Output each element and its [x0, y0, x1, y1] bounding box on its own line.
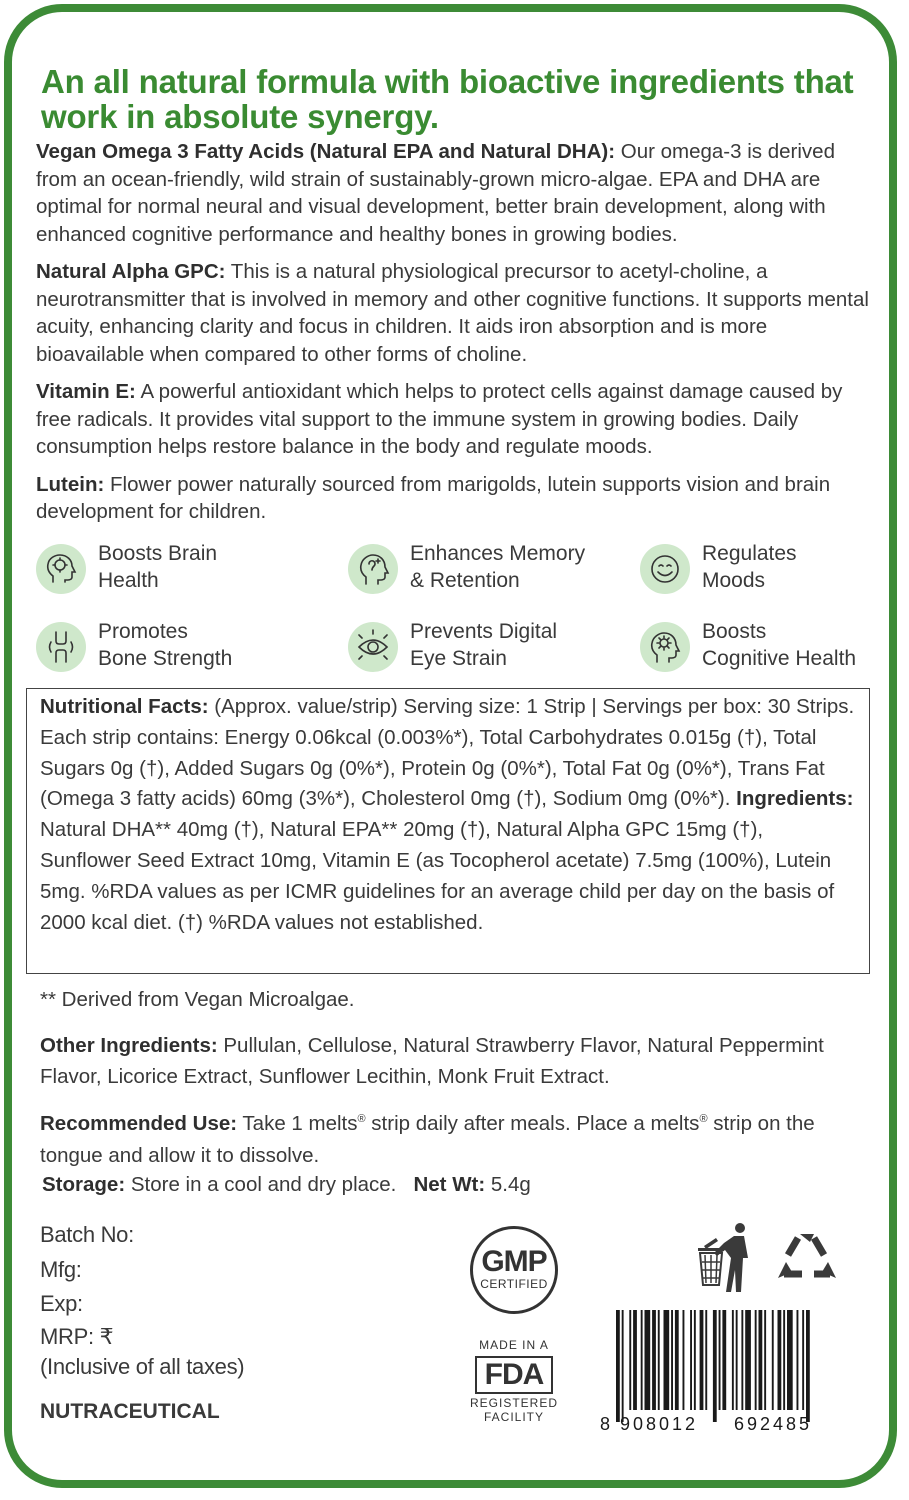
ingredient-omega3 [36, 138, 876, 248]
other-ingredients-text: Pullulan, Cellulose, Natural Strawberry Flavor, Natural Peppermint Flavor, Licorice Extract, Sunflower Lecithin, Monk Fruit Extract. [40, 1034, 824, 1088]
smiley-icon [640, 544, 690, 594]
barcode-bar [645, 1310, 651, 1410]
barcode-bar [797, 1310, 799, 1410]
barcode-bar [700, 1310, 704, 1410]
brain-head-icon [36, 544, 86, 594]
recommended-use-text: strip daily after meals. Place a melts [365, 1111, 700, 1135]
batch-no: Batch No: [40, 1222, 134, 1247]
nutrition-label: Nutritional Facts: [40, 695, 209, 718]
batch-info [40, 1218, 244, 1382]
barcode-bar [759, 1310, 763, 1410]
net-weight-value: 5.4g [485, 1173, 531, 1196]
fda-top-text: MADE IN A [479, 1338, 549, 1352]
barcode-bar [633, 1310, 637, 1410]
nutrition-text: (Approx. value/strip) Serving size: 1 Strip | Servings per box: 30 Strips. Each strip contains: Energy 0.06kcal (0.003%*), Total Carbohydrates 0.015g (†), Total Sugars 0g (†), Added Sugars 0g (0%*), Protein 0g (0%*), Total Fat 0g (0%*), Trans Fat (Omega 3 fatty acids) 60mg (3%*), Cholesterol 0mg (†), Sodium 0mg (0%*). [40, 695, 855, 811]
barcode-bar [772, 1310, 774, 1410]
barcode-bar [736, 1310, 738, 1410]
benefit-label: Prevents Digital Eye Strain [410, 620, 558, 670]
barcode-bar [616, 1310, 620, 1422]
gmp-certified-seal [470, 1226, 558, 1314]
ingredient-name: Natural Alpha GPC: [36, 260, 226, 283]
benefit-label: Promotes Bone Strength [98, 620, 233, 670]
mrp: MRP: ₹ [40, 1323, 114, 1349]
taxes-note: (Inclusive of all taxes) [40, 1353, 245, 1379]
ingredient-name: Vegan Omega 3 Fatty Acids (Natural EPA and Natural DHA): [36, 140, 616, 163]
benefit-cognitive [640, 618, 909, 674]
ingredient-text: This is a natural physiological precursor to acetyl-choline, a neurotransmitter that is involved in memory and other cognitive functions. It supports mental acuity, enhancing clarity and focus in children. It aids iron absorption and is more bioavailable when compared to other forms of choline. [36, 260, 869, 366]
barcode-bar [802, 1310, 804, 1410]
mfg-date: Mfg: [40, 1256, 82, 1282]
main-content [36, 64, 876, 526]
storage-line [42, 1170, 872, 1200]
gmp-text: GMP [481, 1245, 547, 1278]
ingredients-text: Natural DHA** 40mg (†), Natural EPA** 20mg (†), Natural Alpha GPC 15mg (†), Sunflower Seed Extract 10mg, Vitamin E (as Tocopherol acetate) 7.5mg (100%), Lutein 5mg. %RDA values as per ICMR guidelines for an average child per day on the basis of 2000 kcal diet. (†) %RDA values not established. [40, 818, 835, 934]
memory-head-icon [348, 544, 398, 594]
benefit-label: Regulates Moods [702, 542, 797, 592]
barcode-bar [658, 1310, 660, 1410]
ingredient-alpha-gpc [36, 258, 876, 368]
barcode-right-digits: 692485 [734, 1414, 813, 1434]
benefit-label: Boosts Cognitive Health [702, 620, 857, 670]
bone-joint-icon [36, 622, 86, 672]
barcode-bar [764, 1310, 766, 1410]
recommended-use [40, 1103, 870, 1172]
barcode-bar [705, 1310, 707, 1410]
ingredient-vitamin-e [36, 378, 876, 461]
benefit-label: Enhances Memory & Retention [410, 542, 586, 592]
ingredient-text: Flower power naturally sourced from marigolds, lutein supports vision and brain development for children. [36, 472, 831, 523]
barcode-first-digit: 8 [600, 1414, 611, 1434]
barcode-bar [722, 1310, 726, 1410]
other-ingredients [40, 1030, 870, 1092]
other-ingredients-label: Other Ingredients: [40, 1034, 218, 1057]
benefit-eye [348, 618, 618, 674]
ingredient-name: Lutein: [36, 472, 105, 496]
barcode-bar [745, 1310, 751, 1410]
fda-bottom-text-2: FACILITY [483, 1410, 544, 1424]
barcode-bar [806, 1310, 810, 1422]
recommended-use-text: Take 1 melts [237, 1111, 358, 1135]
storage-label: Storage: [42, 1173, 126, 1196]
benefit-bone [36, 618, 306, 674]
eye-icon [348, 622, 398, 672]
ingredient-text: A powerful antioxidant which helps to protect cells against damage caused by free radicals. It provides vital support to the immune system in growing bodies. Daily consumption helps restore balance in the body and regulate moods. [36, 380, 843, 458]
registered-mark: ® [699, 1113, 708, 1125]
barcode-bar [641, 1310, 643, 1410]
barcode-bar [694, 1310, 696, 1410]
barcode-bar [683, 1310, 685, 1410]
benefits-grid [36, 540, 876, 680]
ingredients-label: Ingredients: [736, 787, 854, 811]
benefit-moods [640, 540, 909, 596]
benefit-label: Boosts Brain Health [98, 542, 218, 592]
barcode-bar [732, 1310, 734, 1410]
benefit-memory [348, 540, 618, 596]
barcode-bar [629, 1310, 631, 1410]
barcode-bar [755, 1310, 757, 1410]
ingredient-name: Vitamin E: [36, 380, 136, 403]
recommended-use-text: strip on the tongue and allow it to dissolve. [40, 1111, 815, 1167]
exp-date: Exp: [40, 1291, 83, 1316]
barcode-bar [778, 1310, 782, 1410]
barcode-bar [675, 1310, 679, 1410]
benefit-brain-health [36, 540, 306, 596]
category-label: NUTRACEUTICAL [40, 1400, 220, 1423]
recycle-icon [774, 1230, 840, 1292]
gmp-certified-text: CERTIFIED [480, 1277, 548, 1291]
recommended-use-label: Recommended Use: [40, 1111, 238, 1135]
barcode-bar [719, 1310, 721, 1410]
barcode-bar [783, 1310, 785, 1410]
nutrition-facts-box [26, 688, 870, 974]
barcode-bar [652, 1310, 656, 1410]
footnote: ** Derived from Vegan Microalgae. [40, 988, 355, 1011]
fda-logo: FDA [475, 1356, 553, 1394]
barcode-bar [787, 1310, 793, 1410]
cognitive-head-icon [640, 622, 690, 672]
fda-registered-badge [466, 1338, 562, 1424]
net-weight-label: Net Wt: [413, 1173, 486, 1196]
barcode-left-digits: 908012 [620, 1414, 699, 1434]
ingredient-lutein [36, 471, 876, 526]
barcode-bar [671, 1310, 673, 1410]
headline: An all natural formula with bioactive ingredients that work in absolute synergy. [41, 63, 854, 135]
storage-text: Store in a cool and dry place. [125, 1173, 397, 1196]
fda-bottom-text: REGISTERED [469, 1396, 558, 1410]
barcode-bar [741, 1310, 743, 1410]
barcode-bar [713, 1310, 717, 1422]
barcode [596, 1310, 856, 1434]
barcode-bar [622, 1310, 624, 1422]
barcode-bar [690, 1310, 692, 1410]
ingredient-text: Our omega-3 is derived from an ocean-friendly, wild strain of sustainably-grown micro-algae. EPA and DHA are optimal for normal neural and visual development, better brain development, along with enhanced cognitive performance and healthy bones in growing bodies. [36, 140, 835, 246]
registered-mark: ® [357, 1113, 366, 1125]
dispose-bin-icon [694, 1222, 756, 1294]
barcode-bar [664, 1310, 670, 1410]
